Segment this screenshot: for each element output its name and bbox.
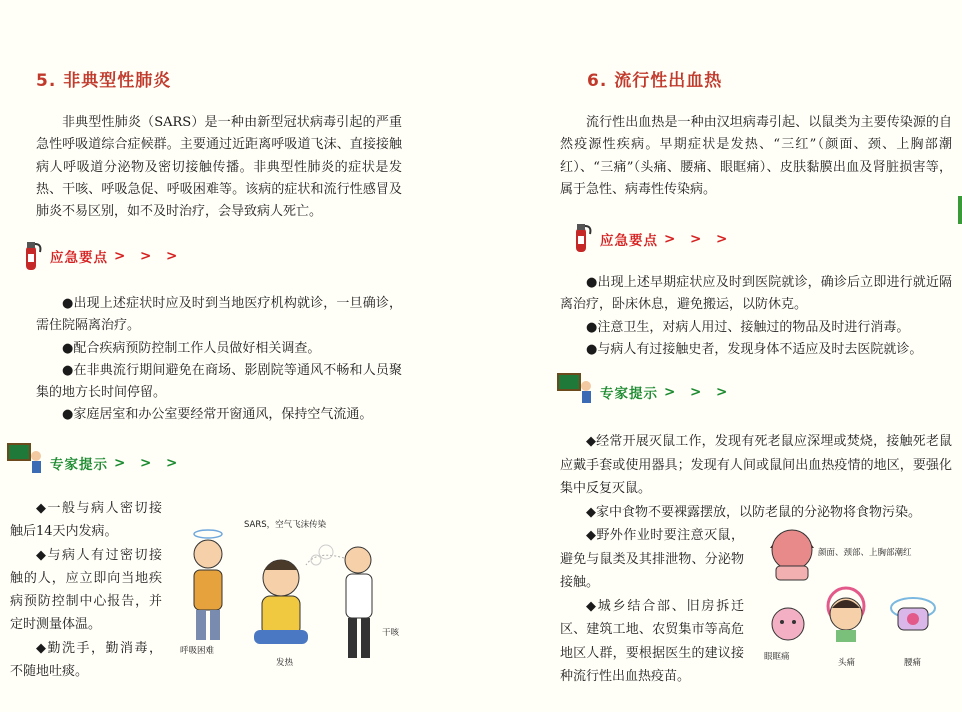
sars-expert-heading: 专家提示 — [50, 457, 108, 473]
list-item: ◆与病人有过密切接触的人，应立即向当地疾病预防控制中心报告，并定时测量体温。 — [10, 547, 162, 633]
illustration-label-breathing: 呼吸困难 — [180, 646, 215, 656]
sars-intro-text: 非典型性肺炎（SARS）是一种由新型冠状病毒引起的严重急性呼吸道综合症候群。主要通过近距离呼吸道飞沫、直接接触病人呼吸道分泌物及密切接触传播。非典型性肺炎的症状是发热、干咳、呼吸急促、呼吸困难等。该病的症状和流行性感冒及肺炎不易区别，如不及时治疗，会导致病人死亡。 — [36, 115, 402, 220]
illustration-label-cough: 干咳 — [382, 628, 400, 638]
list-item: ◆勤洗手，勤消毒，不随地吐痰。 — [10, 640, 162, 680]
page-edge-marker — [958, 196, 962, 224]
list-item: ●出现上述早期症状应及时到医院就诊，确诊后立即进行就近隔离治疗，卧床休息，避免搬运，以防休克。 — [560, 275, 952, 313]
fire-extinguisher-icon — [568, 220, 594, 254]
sars-illustration-title: SARS，空气飞沫传染 — [244, 520, 327, 530]
hf-emergency-arrows: > > > — [664, 231, 733, 247]
list-item: ●注意卫生，对病人用过、接触过的物品及时进行消毒。 — [586, 319, 910, 335]
list-item: ◆家中食物不要裸露摆放，以防老鼠的分泌物将食物污染。 — [586, 504, 921, 520]
hf-emergency-list — [560, 272, 952, 361]
list-item: ◆一般与病人密切接触后14天内发病。 — [10, 501, 162, 540]
hf-expert-arrows: > > > — [664, 384, 733, 400]
sars-expert-list — [10, 497, 162, 683]
list-item: ◆经常开展灭鼠工作，发现有死老鼠应深埋或焚烧，接触死老鼠应戴手套或使用器具；发现有人间或鼠间出血热疫情的地区，要强化集中反复灭鼠。 — [560, 434, 952, 496]
section-title-sars: 5. 非典型性肺炎 — [36, 71, 172, 91]
back-pain-illustration — [888, 594, 938, 644]
sars-emergency-header — [50, 246, 182, 266]
hf-expert-heading: 专家提示 — [600, 386, 658, 402]
eye-pain-illustration — [768, 604, 812, 648]
back-pain-label: 腰痛 — [904, 658, 922, 668]
headache-label: 头痛 — [838, 658, 856, 668]
teacher-at-blackboard-icon — [558, 374, 598, 404]
fire-extinguisher-icon — [18, 238, 44, 272]
list-item: ●家庭居室和办公室要经常开窗通风，保持空气流通。 — [62, 407, 373, 423]
sars-expert-arrows: > > > — [114, 455, 183, 471]
illustration-label-fever: 发热 — [276, 658, 294, 668]
list-item: ●在非典流行期间避免在商场、影剧院等通风不畅和人员聚集的地方长时间停留。 — [36, 362, 402, 401]
hf-emergency-header — [600, 229, 732, 249]
teacher-at-blackboard-icon — [8, 444, 48, 474]
sars-emergency-list — [36, 293, 402, 427]
list-item: ◆城乡结合部、旧房拆迁区、建筑工地、农贸集市等高危地区人群，要根据医生的建议接种流行性出血热疫苗。 — [560, 598, 744, 684]
list-item: ●配合疾病预防控制工作人员做好相关调查。 — [62, 340, 321, 356]
sars-intro — [36, 112, 402, 223]
hf-expert-list-bottom — [560, 524, 744, 689]
hf-expert-header — [600, 382, 732, 402]
hf-emergency-heading: 应急要点 — [600, 233, 658, 249]
list-item: ◆野外作业时要注意灭鼠，避免与鼠类及其排泄物、分泌物接触。 — [560, 528, 744, 590]
sars-emergency-arrows: > > > — [114, 248, 183, 264]
list-item: ●出现上述症状时应及时到当地医疗机构就诊，一旦确诊，需住院隔离治疗。 — [36, 296, 402, 334]
hf-expert-list-top — [560, 430, 952, 524]
hf-intro — [560, 112, 952, 201]
hf-intro-text: 流行性出血热是一种由汉坦病毒引起、以鼠类为主要传染源的自然疫源性疾病。早期症状是发热、“三红”（颜面、颈、上胸部潮红）、“三痛”（头痛、腰痛、眼眶痛）、皮肤黏膜出血及肾脏损害等，属于急性、病毒性传染病。 — [560, 115, 952, 197]
flushed-face-illustration — [762, 520, 822, 580]
list-item: ●与病人有过接触史者，发现身体不适应及时去医院就诊。 — [586, 341, 923, 357]
headache-illustration — [816, 586, 876, 644]
section-title-hemorrhagic-fever: 6. 流行性出血热 — [587, 71, 723, 91]
sars-emergency-heading: 应急要点 — [50, 250, 108, 266]
eye-pain-label: 眼眶痛 — [764, 652, 790, 662]
sars-expert-header — [50, 453, 182, 473]
flushing-label: 颜面、颈部、上胸部潮红 — [818, 548, 912, 558]
